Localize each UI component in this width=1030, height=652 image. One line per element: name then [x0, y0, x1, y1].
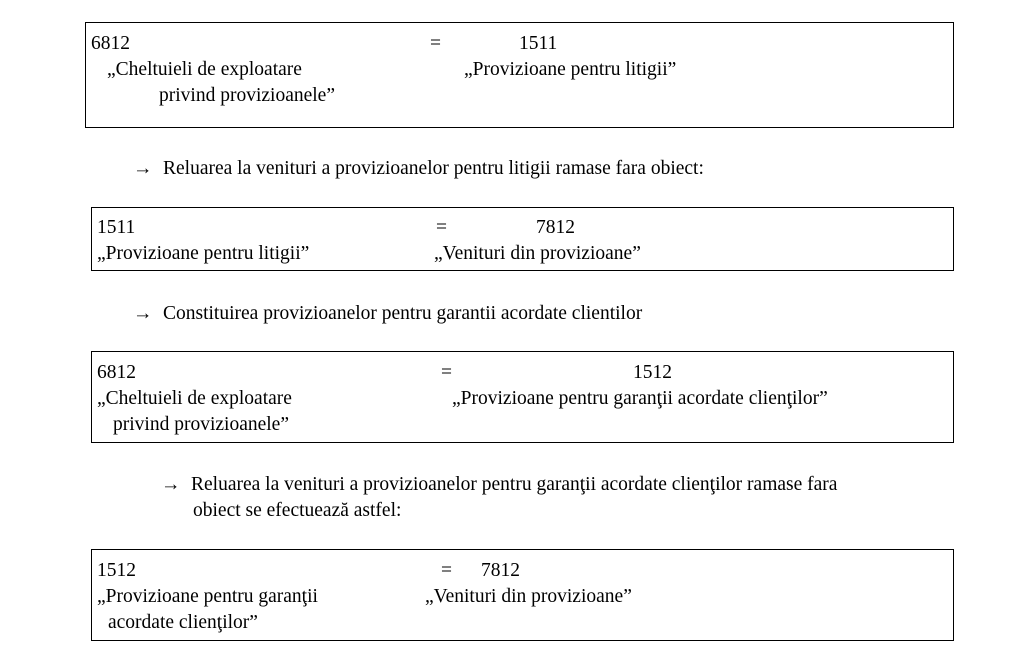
entry1-credit-account: 1511 — [519, 33, 558, 54]
entry1-debit-name-line1: „Cheltuieli de exploatare — [107, 59, 302, 80]
entry2-equals-sign: = — [436, 217, 447, 238]
entry4-credit-account: 7812 — [481, 560, 520, 581]
entry2-credit-account: 7812 — [536, 217, 575, 238]
entry4-equals-sign: = — [441, 560, 452, 581]
bullet3-text-line1: Reluarea la venituri a provizioanelor pentru garanţii acordate clienţilor ramase fara — [191, 474, 838, 495]
bullet-item-2 — [133, 304, 642, 324]
arrow-right-icon: → — [133, 303, 153, 324]
arrow-right-icon: → — [161, 474, 181, 495]
entry2-credit-name: „Venituri din provizioane” — [434, 243, 641, 264]
entry2-debit-name: „Provizioane pentru litigii” — [97, 243, 310, 264]
entry1-debit-account: 6812 — [91, 33, 130, 54]
entry4-debit-account: 1512 — [97, 560, 136, 581]
entry4-debit-name-line2: acordate clienţilor” — [108, 612, 258, 633]
entry4-debit-name-line1: „Provizioane pentru garanţii — [97, 586, 318, 607]
entry4-credit-name: „Venituri din provizioane” — [425, 586, 632, 607]
bullet1-text: Reluarea la venituri a provizioanelor pentru litigii ramase fara obiect: — [163, 158, 704, 179]
bullet-item-3 — [161, 475, 837, 495]
entry3-credit-account: 1512 — [633, 362, 672, 383]
bullet2-text: Constituirea provizioanelor pentru garantii acordate clientilor — [163, 303, 643, 324]
entry3-debit-name-line1: „Cheltuieli de exploatare — [97, 388, 292, 409]
entry2-debit-account: 1511 — [97, 217, 136, 238]
bullet-item-1 — [133, 159, 704, 179]
entry1-debit-name-line2: privind provizioanele” — [159, 85, 335, 106]
entry3-credit-name: „Provizioane pentru garanţii acordate clienţilor” — [452, 388, 828, 409]
entry3-debit-name-line2: privind provizioanele” — [113, 414, 289, 435]
entry1-credit-name: „Provizioane pentru litigii” — [464, 59, 677, 80]
entry1-equals-sign: = — [430, 33, 441, 54]
entry3-debit-account: 6812 — [97, 362, 136, 383]
arrow-right-icon: → — [133, 158, 153, 179]
entry3-equals-sign: = — [441, 362, 452, 383]
bullet3-text-line2: obiect se efectuează astfel: — [193, 500, 402, 521]
